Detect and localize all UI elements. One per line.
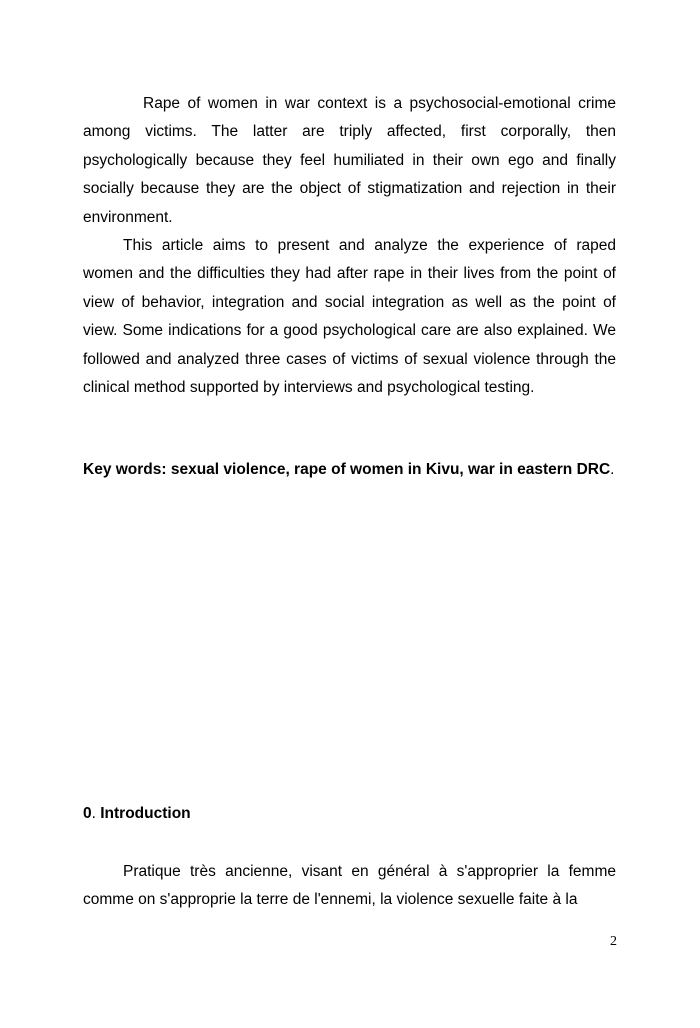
intro-paragraph: Pratique très ancienne, visant en général à s'approprier la femme comme on s'approprie la terre de l'ennemi, la violence sexuelle faite à la bbox=[83, 863, 616, 909]
abstract-paragraph-2: This article aims to present and analyze the experience of raped women and the difficulties they had after rape in their lives from the point of view of behavior, integration and social integration as well as the point of view. Some indications for a good psychological care are also explained. We followed and analyzed three cases of victims of sexual violence through the clinical method supported by interviews and psychological testing. bbox=[83, 237, 616, 397]
section-number: 0 bbox=[83, 805, 92, 822]
section-title: Introduction bbox=[100, 805, 191, 822]
keywords-period: . bbox=[610, 461, 615, 478]
page-number: 2 bbox=[610, 934, 617, 949]
section-heading bbox=[83, 800, 191, 828]
keywords-text: Key words: sexual violence, rape of women in Kivu, war in eastern DRC bbox=[83, 461, 611, 478]
section-separator: . bbox=[91, 805, 101, 822]
keywords-line bbox=[83, 456, 616, 484]
abstract-paragraph-1: Rape of women in war context is a psychosocial-emotional crime among victims. The latter are triply affected, first corporally, then psychologically because they feel humiliated in their own ego and finally socially because they are the object of stigmatization and rejection in their environment. bbox=[83, 95, 616, 226]
